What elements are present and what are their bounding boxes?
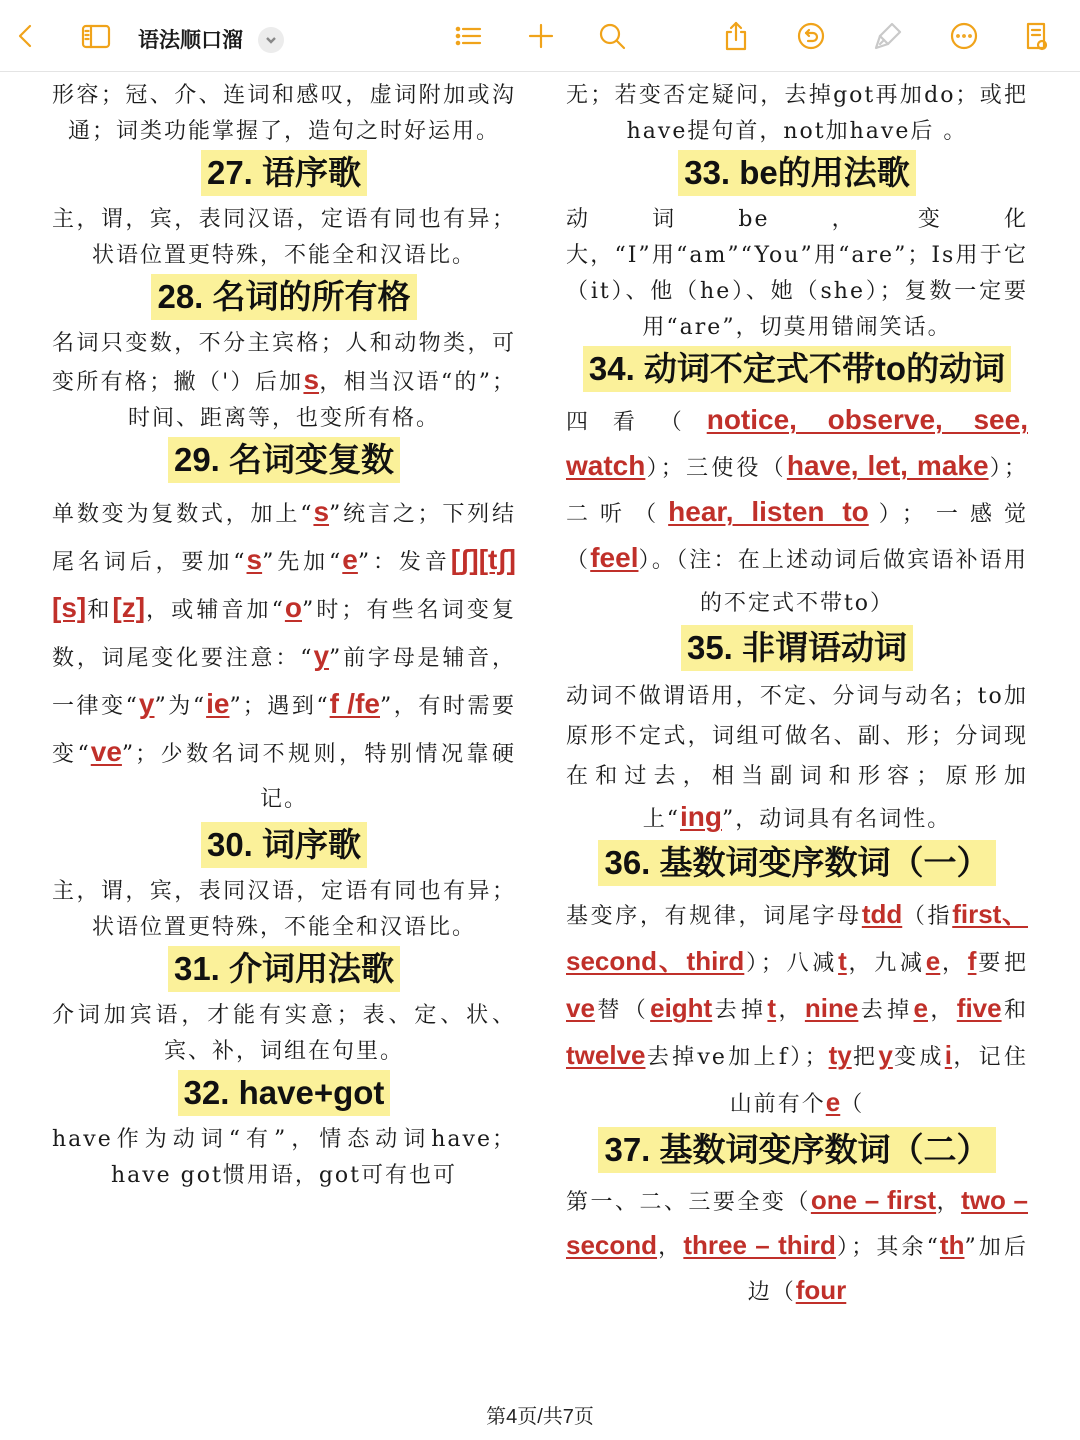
highlight-term: y [878,1040,893,1070]
heading-31: 31. 介词用法歌 [52,946,516,998]
document-title[interactable]: 语法顺口溜 [138,28,243,52]
heading-35: 35. 非谓语动词 [566,625,1028,677]
paragraph-34: 四看（notice, observe, see, watch）；三使役（have, let, make）；二听（hear, listen to）；一感觉（feel）。（注：在上述动词后做宾语补语用的不定式不带to） [566,404,1028,616]
highlight-term: e [825,1087,841,1117]
paragraph-30: 主，谓，宾，表同汉语，定语有同也有异；状语位置更特殊，不能全和汉语比。 [52,879,516,940]
back-chevron-icon[interactable] [8,18,44,54]
highlight-term: e [913,993,928,1023]
heading-36: 36. 基数词变序数词（一） [566,840,1028,892]
heading-32: 32. have+got [52,1070,516,1122]
highlight-term: ie [206,688,230,719]
highlight-term: nine [804,993,859,1023]
heading-33: 33. be的用法歌 [566,150,1028,202]
paragraph-35: 动词不做谓语用，不定、分词与动名；to加原形不定式，词组可做名、副、形；分词现在和过去，相当副词和形容；原形加上“ing”，动词具有名词性。 [566,684,1028,832]
heading-30: 30. 词序歌 [52,822,516,874]
highlight-term: y [313,640,330,671]
heading-37: 37. 基数词变序数词（二） [566,1127,1028,1179]
highlight-term: s [246,544,263,575]
highlight-term: [ʃ][tʃ][s] [52,544,516,623]
highlight-term: ve [90,736,122,767]
highlight-term: s [303,364,320,395]
paragraph-31: 介词加宾语，才能有实意；表、定、状、宾、补，词组在句里。 [52,1003,516,1064]
paragraph-26-continued: 形容；冠、介、连词和感叹，虚词附加或沟通；词类功能掌握了，造句之时好运用。 [52,83,516,144]
search-icon[interactable] [594,18,630,54]
highlight-term: eight [650,993,713,1023]
paragraph-33: 动词be，变化大，“I”用“am”“You”用“are”；Is用于它（it）、他（he）、她（she）；复数一定要用“are”，切莫用错闹笑话。 [566,207,1028,340]
undo-icon[interactable] [793,18,829,54]
page-indicator: 第4页/共7页 [486,1406,594,1428]
highlight-term: two – second [566,1185,1028,1260]
highlight-term: t [767,993,777,1023]
highlight-term: twelve [566,1040,646,1070]
paragraph-27: 主，谓，宾，表同汉语，定语有同也有异；状语位置更特殊，不能全和汉语比。 [52,207,516,268]
heading-34: 34. 动词不定式不带to的动词 [566,346,1028,398]
right-column [566,78,1028,1314]
highlight-term: one – first [810,1185,937,1215]
paragraph-37: 第一、二、三要全变（one – first，two – second，three – third）；其余“th”加后边（four [566,1185,1029,1305]
highlight-term: first、second、third [566,899,1028,976]
heading-27: 27. 语序歌 [52,150,516,202]
highlight-term: have, let, make [786,450,989,481]
highlight-term: e [925,946,941,976]
paragraph-32: have作为动词“有”，情态动词have；have got惯用语，got可有也可 [52,1127,516,1188]
sidebar-icon[interactable] [78,18,114,54]
chevron-down-icon[interactable] [258,27,284,53]
highlight-term: o [284,592,302,623]
list-icon[interactable] [450,18,486,54]
highlight-term: [z] [112,592,146,623]
paragraph-32-continued: 无；若变否定疑问，去掉got再加do；或把have提句首，not加have后 。 [566,83,1028,144]
left-column [52,78,516,1194]
highlight-term: y [138,688,155,719]
highlight-term: notice, observe, see, watch [566,404,1028,481]
paragraph-28: 名词只变数，不分主宾格；人和动物类，可变所有格；撇（'）后加s，相当汉语“的”；时间、距离等，也变所有格。 [52,331,516,431]
highlight-term: feel [590,542,639,573]
highlight-term: four [795,1275,847,1305]
highlight-term: th [939,1230,965,1260]
paragraph-29: 单数变为复数式，加上“s”统言之；下列结尾名词后，要加“s”先加“e”：发音[ʃ][tʃ][s]和[z]，或辅音加“o”时；有些名词变复数，词尾变化要注意：“y”前字母是辅音，一律变“y”为“ie”；遇到“f /fe”，有时需要变“ve”；少数名词不规则，特别情况靠硬记。 [52,496,517,812]
highlight-term: f [967,946,977,976]
doc-settings-icon[interactable] [1018,18,1054,54]
heading-28: 28. 名词的所有格 [52,274,516,326]
highlight-term: s [313,496,330,527]
more-icon[interactable] [946,18,982,54]
highlight-term: t [838,946,847,976]
highlight-term: i [944,1040,953,1070]
highlight-term: three – third [683,1230,836,1260]
plus-icon[interactable] [523,18,559,54]
highlight-term: tdd [861,899,903,929]
heading-29: 29. 名词变复数 [52,437,516,489]
share-icon[interactable] [718,18,754,54]
paragraph-36: 基变序，有规律，词尾字母tdd（指first、second、third）；八减t，九减e，f要把ve替（eight去掉t，nine去掉e，five和twelve去掉ve加上f）；ty把y变成i，记住山前有个e（ [566,899,1028,1117]
highlight-term: ve [566,993,595,1023]
top-toolbar [0,0,1080,72]
highlight-term: e [342,544,358,575]
highlight-term: ing [680,801,722,832]
marker-icon[interactable] [870,18,906,54]
highlight-term: hear, listen to [668,496,869,527]
highlight-term: f /fe [329,688,380,719]
highlight-term: five [956,993,1002,1023]
highlight-term: ty [828,1040,852,1070]
